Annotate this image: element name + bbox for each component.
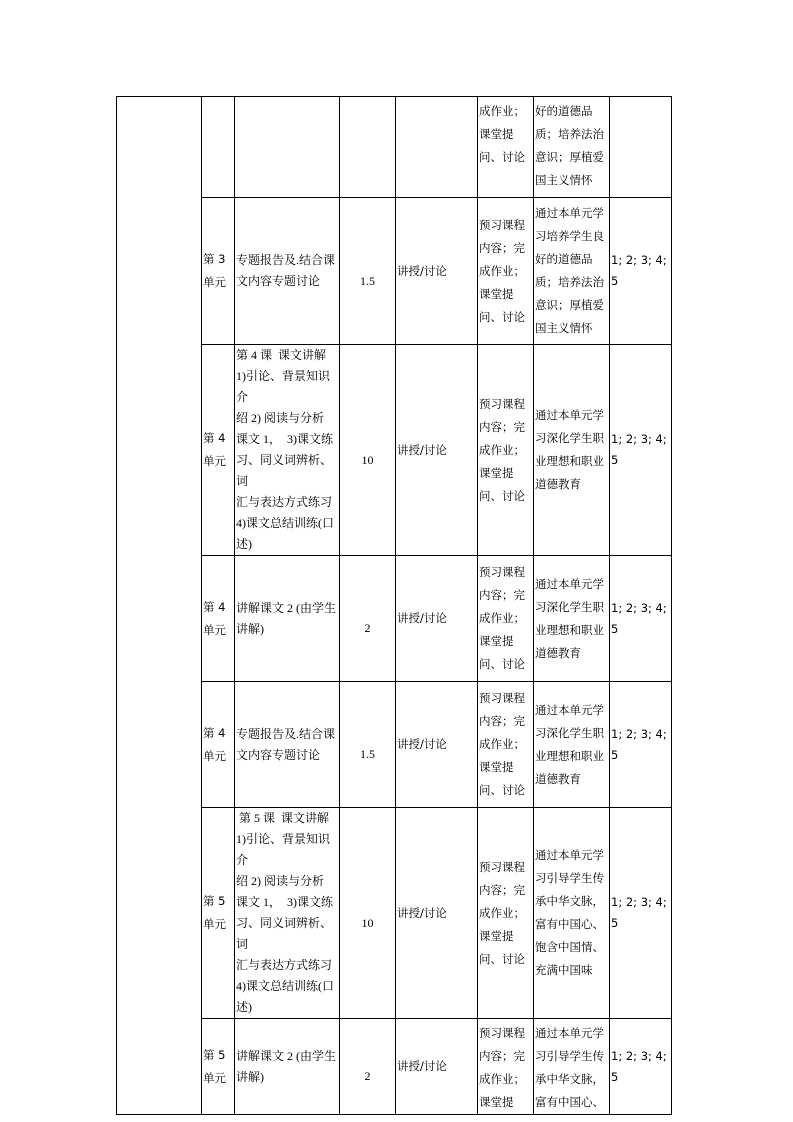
reference-cell [610,97,672,198]
reference-cell: 1; 2; 3; 4; 5 [610,345,672,556]
blank-left-column [117,97,202,1115]
homework-cell: 成作业； 课堂提 问、讨论 [478,97,534,198]
reference-cell: 1; 2; 3; 4; 5 [610,556,672,682]
goal-cell: 通过本单元学 习引导学生传 承中华文脉， 富有中国心、 [534,1019,610,1115]
hours-cell: 10 [340,808,396,1019]
method-cell: 讲授/讨论 [396,1019,478,1115]
homework-cell: 预习课程 内容；完 成作业； 课堂提 问、讨论 [478,345,534,556]
method-cell: 讲授/讨论 [396,345,478,556]
hours-cell [340,97,396,198]
homework-cell: 预习课程 内容；完 成作业； 课堂提 问、讨论 [478,682,534,808]
unit-cell: 第 4 单元 [202,345,235,556]
content-cell: 专题报告及.结合课 文内容专题讨论 [235,198,340,345]
reference-cell: 1; 2; 3; 4; 5 [610,808,672,1019]
hours-cell: 2 [340,1019,396,1115]
goal-cell: 通过本单元学 习引导学生传 承中华文脉， 富有中国心、 饱含中国情、 充满中国味 [534,808,610,1019]
hours-cell: 1.5 [340,682,396,808]
unit-cell: 第 4 单元 [202,556,235,682]
table-row [117,97,672,198]
hours-cell: 10 [340,345,396,556]
method-cell [396,97,478,198]
content-cell: 讲解课文 2 (由学生 讲解) [235,556,340,682]
method-cell: 讲授/讨论 [396,556,478,682]
unit-cell [202,97,235,198]
homework-cell: 预习课程 内容；完 成作业； 课堂提 问、讨论 [478,556,534,682]
method-cell: 讲授/讨论 [396,198,478,345]
unit-cell: 第 4 单元 [202,682,235,808]
hours-cell: 2 [340,556,396,682]
goal-cell: 通过本单元学 习深化学生职 业理想和职业 道德教育 [534,556,610,682]
reference-cell: 1; 2; 3; 4; 5 [610,682,672,808]
content-cell: 专题报告及.结合课 文内容专题讨论 [235,682,340,808]
goal-cell: 好的道德品 质；培养法治 意识；厚植爱 国主义情怀 [534,97,610,198]
method-cell: 讲授/讨论 [396,808,478,1019]
goal-cell: 通过本单元学 习深化学生职 业理想和职业 道德教育 [534,682,610,808]
goal-cell: 通过本单元学 习培养学生良 好的道德品 质；培养法治 意识；厚植爱 国主义情怀 [534,198,610,345]
content-cell: 第 5 课 课文讲解 1)引论、背景知识介 绍 2) 阅读与分析 课文 1， 3)课文练 习、同义词辨析、词 汇与表达方式练习 4)课文总结训练(口 述) [235,808,340,1019]
reference-cell: 1; 2; 3; 4; 5 [610,1019,672,1115]
content-cell: 讲解课文 2 (由学生 讲解) [235,1019,340,1115]
homework-cell: 预习课程 内容；完 成作业； 课堂提 问、讨论 [478,198,534,345]
homework-cell: 预习课程 内容；完 成作业； 课堂提 [478,1019,534,1115]
reference-cell: 1; 2; 3; 4; 5 [610,198,672,345]
homework-cell: 预习课程 内容；完 成作业； 课堂提 问、讨论 [478,808,534,1019]
unit-cell: 第 5 单元 [202,1019,235,1115]
hours-cell: 1.5 [340,198,396,345]
unit-cell: 第 5 单元 [202,808,235,1019]
goal-cell: 通过本单元学 习深化学生职 业理想和职业 道德教育 [534,345,610,556]
unit-cell: 第 3 单元 [202,198,235,345]
content-cell [235,97,340,198]
method-cell: 讲授/讨论 [396,682,478,808]
course-schedule-table [116,96,672,1115]
content-cell: 第 4 课 课文讲解 1)引论、背景知识介 绍 2) 阅读与分析 课文 1， 3)课文练 习、同义词辨析、词 汇与表达方式练习 4)课文总结训练(口 述) [235,345,340,556]
